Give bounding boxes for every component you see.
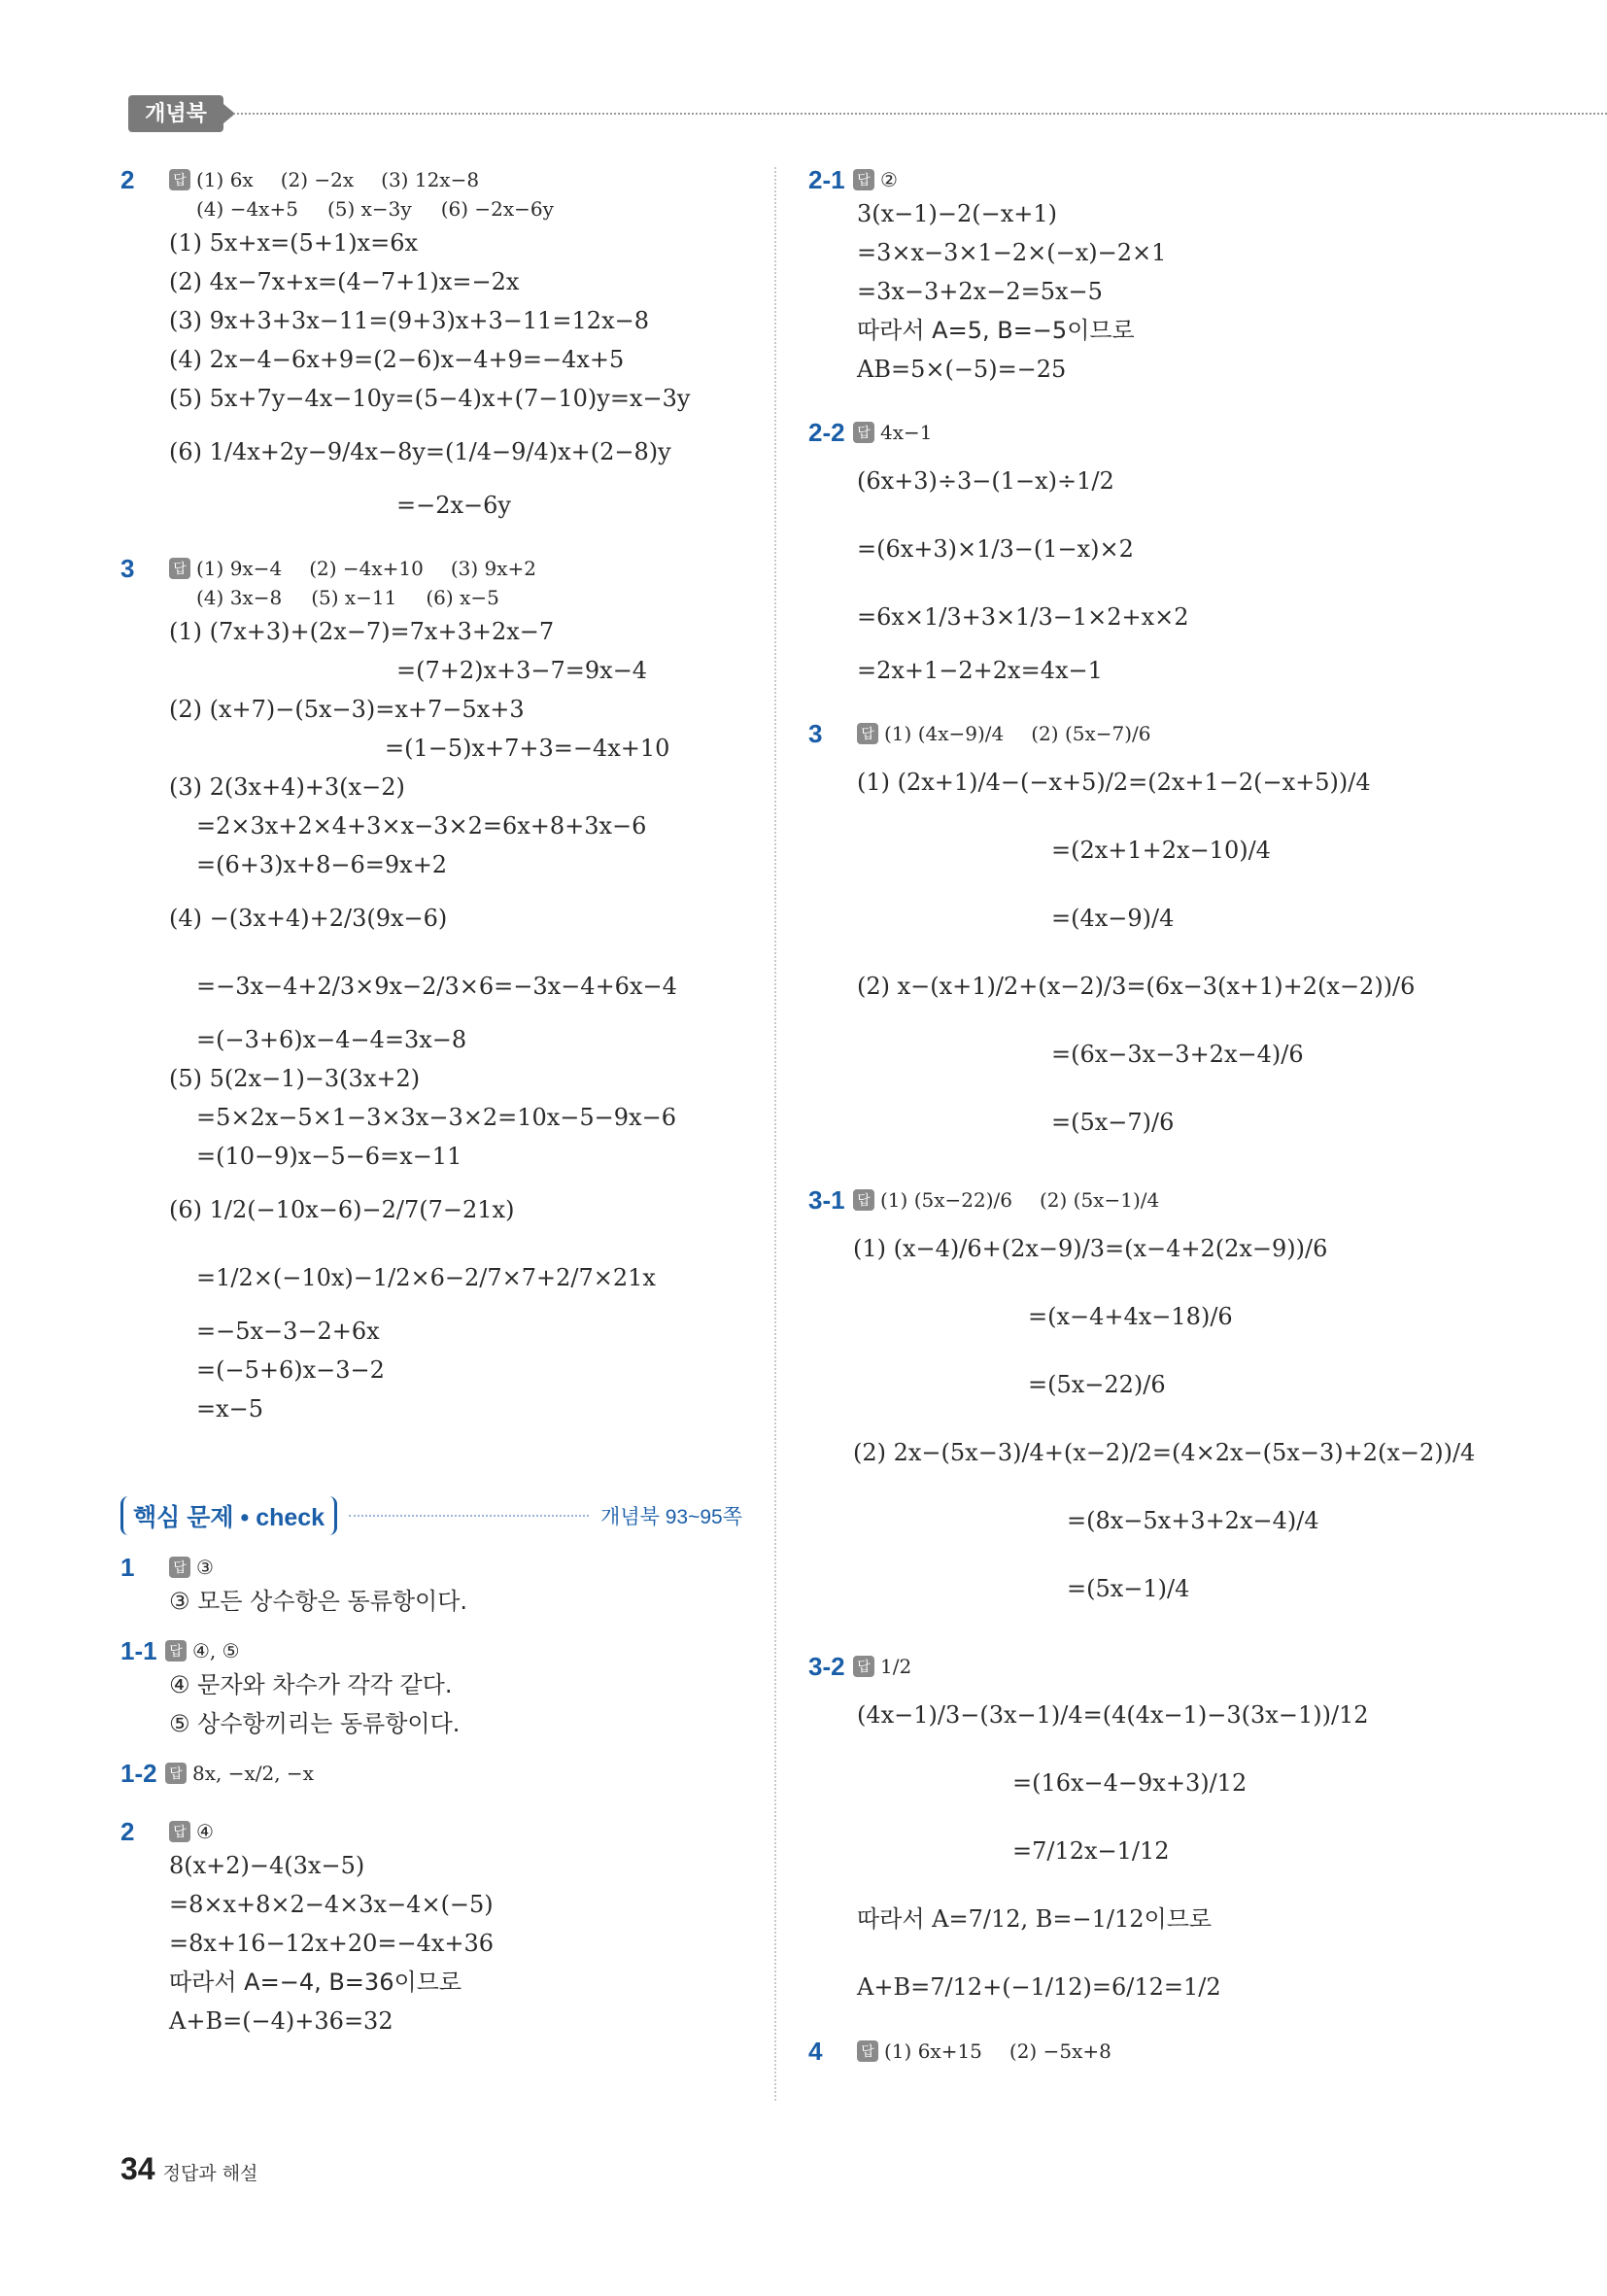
question-1-1	[120, 1636, 742, 1665]
solution-line: (5) 5(2x−1)−3(3x+2)	[169, 1065, 421, 1092]
solution-line: (6x+3)÷3−(1−x)÷1/2	[857, 467, 1114, 495]
problem-number: 3-2	[808, 1652, 845, 1681]
solution-line: (2) x−(x+1)/2+(x−2)/3=(6x−3(x+1)+2(x−2))/6	[857, 973, 1416, 1000]
answer-item: ③	[196, 1556, 214, 1579]
answer-badge: 답	[853, 422, 874, 443]
answer-row	[169, 554, 742, 583]
answer-badge: 답	[853, 169, 874, 190]
answer-item: (2) (5x−1)/4	[1039, 1188, 1160, 1212]
solution-line: ③ 모든 상수항은 동류항이다.	[169, 1588, 468, 1615]
problem-number: 4	[808, 2037, 823, 2066]
answer-row	[169, 1553, 742, 1582]
solution-line: =(1−5)x+7+3=−4x+10	[385, 735, 670, 762]
answer-item: (6) −2x−6y	[440, 197, 554, 221]
header-divider	[233, 113, 1607, 115]
problem-number: 2-2	[808, 418, 845, 447]
answer-item: (1) (4x−9)/4	[884, 722, 1005, 745]
problem-number: 3	[120, 554, 135, 583]
answer-item: (5) x−3y	[326, 197, 412, 221]
solution-line: 따라서 A=−4, B=36이므로	[169, 1969, 462, 1996]
solution-line: =2x+1−2+2x=4x−1	[857, 657, 1103, 684]
answer-item: (5) x−11	[311, 586, 397, 609]
solution-line: (4) 2x−4−6x+9=(2−6)x−4+9=−4x+5	[169, 346, 625, 373]
solution-line: (5) 5x+7y−4x−10y=(5−4)x+(7−10)y=x−3y	[169, 385, 691, 412]
chapter-tag: 개념북	[128, 95, 223, 132]
answer-row	[169, 165, 742, 194]
answer-item: (6) x−5	[426, 586, 499, 609]
problem-number: 2	[120, 1817, 135, 1846]
answer-item: (3) 9x+2	[450, 557, 537, 580]
solution-line: 따라서 A=7/12, B=−1/12이므로	[857, 1905, 1213, 1933]
solution-line: =3x−3+2x−2=5x−5	[857, 278, 1103, 305]
solution-line: ④ 문자와 차수가 각각 같다.	[169, 1671, 453, 1698]
solution-line: ⑤ 상수항끼리는 동류항이다.	[169, 1710, 461, 1737]
solution-line: 따라서 A=5, B=−5이므로	[857, 317, 1135, 344]
answer-badge: 답	[165, 1763, 187, 1784]
solution-line: =3×x−3×1−2×(−x)−2×1	[857, 239, 1167, 266]
solution-line: (3) 2(3x+4)+3(x−2)	[169, 773, 405, 801]
answer-badge: 답	[165, 1640, 187, 1662]
problem-3	[808, 719, 1469, 1156]
solution-line: =(16x−4−9x+3)/12	[1012, 1769, 1248, 1797]
answer-badge: 답	[853, 1189, 874, 1211]
answer-item: 8x, −x/2, −x	[192, 1762, 314, 1785]
problem-number: 1-1	[120, 1636, 157, 1665]
solution-line: (2) 4x−7x+x=(4−7+1)x=−2x	[169, 268, 520, 295]
answer-row	[853, 165, 1469, 194]
answer-row	[853, 418, 1469, 447]
answer-item: (2) −2x	[280, 168, 355, 191]
solution-line: (1) 5x+x=(5+1)x=6x	[169, 229, 419, 257]
solution-line: =2×3x+2×4+3×x−3×2=6x+8+3x−6	[196, 812, 647, 840]
answer-row	[165, 1759, 742, 1788]
problem-number: 3-1	[808, 1185, 845, 1215]
page-footer	[120, 2151, 257, 2187]
solution-line: =(x−4+4x−18)/6	[1028, 1303, 1233, 1330]
solution-line: (6) 1/2(−10x−6)−2/7(7−21x)	[169, 1196, 515, 1223]
problem-number: 3	[808, 719, 823, 748]
solution-line: (1) (2x+1)/4−(−x+5)/2=(2x+1−2(−x+5))/4	[857, 769, 1371, 796]
answer-row	[165, 1636, 742, 1665]
answer-badge: 답	[853, 1656, 874, 1677]
solution-line: 3(x−1)−2(−x+1)	[857, 200, 1058, 227]
answer-badge: 답	[857, 723, 878, 744]
solution-line: =(6+3)x+8−6=9x+2	[196, 851, 448, 878]
problem-number: 2	[120, 165, 135, 194]
answer-item: ②	[880, 168, 898, 191]
problem-number: 2-1	[808, 165, 845, 194]
answer-item: (1) 6x+15	[884, 2039, 982, 2063]
solution-line: =(7+2)x+3−7=9x−4	[396, 657, 648, 684]
solution-line: =(2x+1+2x−10)/4	[1051, 837, 1271, 864]
answer-item: (1) 6x	[196, 168, 254, 191]
answer-badge: 답	[169, 558, 190, 579]
answer-badge: 답	[857, 2040, 878, 2062]
answer-row	[857, 2037, 1469, 2066]
solution-line: AB=5×(−5)=−25	[857, 356, 1067, 383]
answer-item: (4) −4x+5	[196, 197, 298, 221]
solution-line: =6x×1/3+3×1/3−1×2+x×2	[857, 603, 1189, 631]
section-title: 핵심 문제 • check	[120, 1496, 337, 1535]
problem-2	[120, 165, 742, 525]
column-divider	[774, 167, 776, 2101]
solution-line: =(10−9)x−5−6=x−11	[196, 1143, 462, 1170]
answer-row	[169, 194, 742, 223]
answer-item: (2) −5x+8	[1009, 2039, 1111, 2063]
solution-line: =5×2x−5×1−3×3x−3×2=10x−5−9x−6	[196, 1104, 676, 1131]
solution-line: (6) 1/4x+2y−9/4x−8y=(1/4−9/4)x+(2−8)y	[169, 438, 671, 465]
solution-line: =−2x−6y	[396, 492, 511, 519]
answer-item: (3) 12x−8	[381, 168, 480, 191]
solution-line: =8×x+8×2−4×3x−4×(−5)	[169, 1891, 494, 1918]
answer-row	[853, 1652, 1469, 1681]
solution-line: =1/2×(−10x)−1/2×6−2/7×7+2/7×21x	[196, 1264, 656, 1291]
solution-line: =(5x−1)/4	[1067, 1575, 1190, 1602]
left-column	[120, 165, 742, 2040]
solution-line: (4) −(3x+4)+2/3(9x−6)	[169, 905, 448, 932]
solution-line: =(4x−9)/4	[1051, 905, 1175, 932]
solution-line: =7/12x−1/12	[1012, 1837, 1170, 1865]
solution-line: A+B=(−4)+36=32	[169, 2007, 393, 2035]
answer-badge: 답	[169, 169, 190, 190]
section-divider	[349, 1515, 589, 1517]
solution-line: 8(x+2)−4(3x−5)	[169, 1852, 365, 1879]
problem-3-1	[808, 1185, 1476, 1623]
answer-row	[169, 583, 742, 612]
answer-row	[853, 1185, 1475, 1215]
problem-2-2	[808, 418, 1469, 447]
problem-2-1	[808, 165, 1469, 194]
solution-line: =(5x−22)/6	[1028, 1371, 1166, 1398]
solution-line: =(−3+6)x−4−4=3x−8	[196, 1026, 467, 1053]
solution-line: =(6x+3)×1/3−(1−x)×2	[857, 535, 1134, 563]
solution-line: =−3x−4+2/3×9x−2/3×6=−3x−4+6x−4	[196, 973, 677, 1000]
solution-line: (1) (x−4)/6+(2x−9)/3=(x−4+2(2x−9))/6	[853, 1235, 1328, 1262]
solution-line: (4x−1)/3−(3x−1)/4=(4(4x−1)−3(3x−1))/12	[857, 1701, 1369, 1729]
question-1	[120, 1553, 742, 1621]
problem-number: 1-2	[120, 1759, 157, 1788]
answer-item: (1) (5x−22)/6	[880, 1188, 1012, 1212]
answer-item: 1/2	[880, 1655, 912, 1678]
answer-item: (4) 3x−8	[196, 586, 283, 609]
answer-row	[169, 1817, 742, 1846]
problem-4	[808, 2037, 1469, 2066]
solution-line: A+B=7/12+(−1/12)=6/12=1/2	[857, 1973, 1221, 2001]
page-number: 34	[120, 2151, 155, 2186]
answer-row	[857, 719, 1469, 748]
problem-3-2	[808, 1652, 1469, 1681]
answer-item: (2) −4x+10	[309, 557, 424, 580]
solution-line: (2) 2x−(5x−3)/4+(x−2)/2=(4×2x−(5x−3)+2(x−2))/4	[853, 1439, 1476, 1466]
solution-line: =(−5+6)x−3−2	[196, 1356, 385, 1384]
answer-item: ④	[196, 1820, 214, 1843]
solution-line: (2) (x+7)−(5x−3)=x+7−5x+3	[169, 696, 525, 723]
answer-badge: 답	[169, 1557, 190, 1578]
solution-line: =(6x−3x−3+2x−4)/6	[1051, 1041, 1304, 1068]
question-1-2	[120, 1759, 742, 1788]
problem-3	[120, 554, 742, 1428]
answer-badge: 답	[169, 1821, 190, 1842]
answer-item: 4x−1	[880, 421, 933, 444]
solution-line: =x−5	[196, 1395, 264, 1422]
section-reference: 개념북 93~95쪽	[600, 1506, 742, 1528]
solution-line: =(8x−5x+3+2x−4)/4	[1067, 1507, 1319, 1534]
problem-number: 1	[120, 1553, 135, 1582]
solution-line: =(5x−7)/6	[1051, 1109, 1175, 1136]
right-column	[808, 165, 1476, 2066]
section-header	[120, 1496, 742, 1535]
solution-line: (1) (7x+3)+(2x−7)=7x+3+2x−7	[169, 618, 555, 645]
answer-item: (1) 9x−4	[196, 557, 283, 580]
solution-line: (3) 9x+3+3x−11=(9+3)x+3−11=12x−8	[169, 307, 649, 334]
question-2	[120, 1817, 742, 2040]
answer-item: (2) (5x−7)/6	[1031, 722, 1151, 745]
solution-line: =−5x−3−2+6x	[196, 1318, 380, 1345]
answer-item: ④, ⑤	[192, 1639, 240, 1662]
page-label: 정답과 해설	[162, 2163, 258, 2184]
solution-line: =8x+16−12x+20=−4x+36	[169, 1930, 495, 1957]
